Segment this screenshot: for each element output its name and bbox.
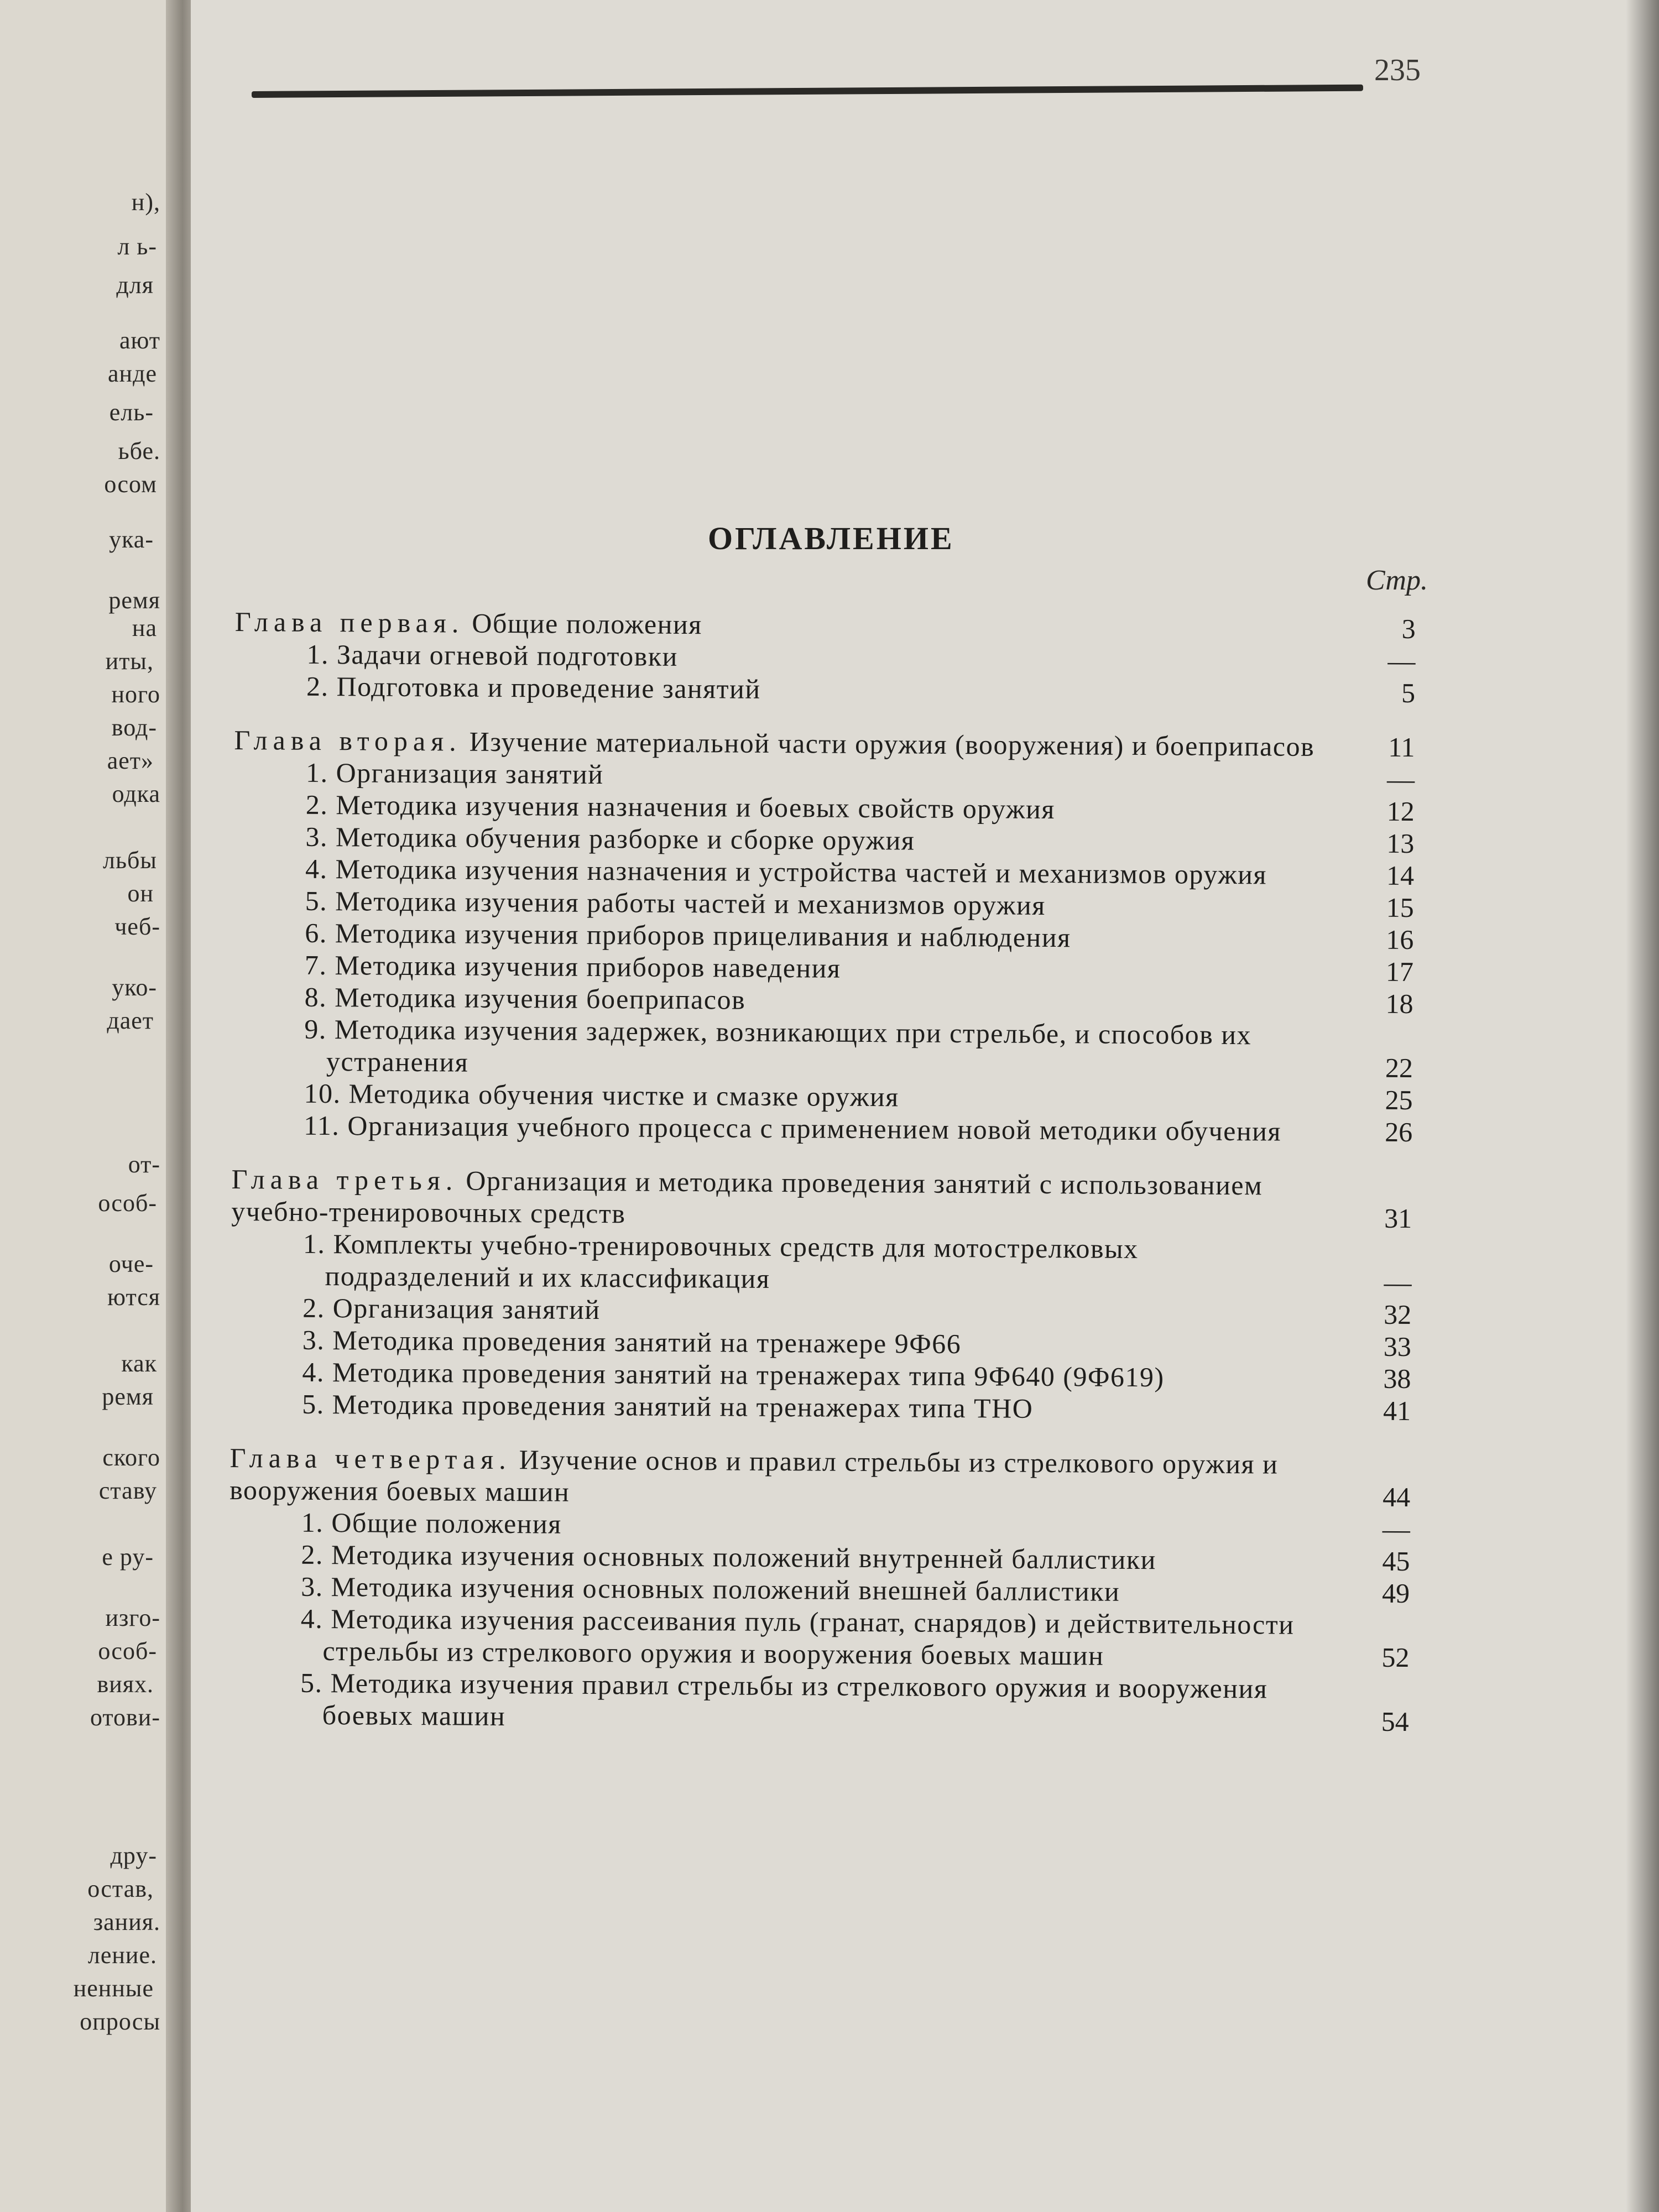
section-title: 6. Методика изучения приборов прицеливания и наблюдения	[305, 917, 1071, 953]
left-page-fragment: чеб-	[114, 913, 160, 940]
left-page-edge	[0, 0, 188, 2212]
toc-section	[228, 1666, 1410, 1738]
section-title: 3. Методика обучения разборке и сборке оружия	[305, 821, 915, 856]
left-page-fragment: опросы	[80, 2008, 160, 2035]
left-page-fragment: особ-	[98, 1190, 157, 1217]
section-page-number: 13	[1386, 827, 1415, 859]
section-page-number: —	[1386, 763, 1415, 795]
chapter-page-number: 3	[1401, 613, 1416, 645]
chapter-title: Изучение материальной части оружия (вооружения) и боеприпасов	[469, 726, 1315, 762]
section-page-number: —	[1382, 1513, 1411, 1545]
section-title: 2. Организация занятий	[302, 1292, 601, 1326]
chapter-page-number: 31	[1384, 1202, 1412, 1234]
chapter-page-number: 44	[1383, 1481, 1411, 1513]
section-title: 8. Методика изучения боеприпасов	[304, 981, 746, 1015]
left-page-fragment: вод-	[111, 714, 157, 741]
section-title: 5. Методика изучения работы частей и механизмов оружия	[305, 885, 1046, 921]
left-page-fragment: ненные	[73, 1975, 154, 2002]
chapter-label: Глава третья.	[231, 1163, 458, 1196]
section-page-number: 18	[1385, 988, 1413, 1020]
left-page-fragment: на	[132, 614, 157, 641]
chapter-heading	[231, 1163, 1412, 1234]
toc-section	[234, 670, 1415, 709]
toc-section	[232, 1013, 1413, 1084]
section-title: 5. Методика изучения правил стрельбы из стрелкового оружия и вооружения боевых машин	[300, 1667, 1268, 1732]
left-page-fragment: ают	[119, 327, 160, 354]
left-page-fragment: дру-	[110, 1842, 157, 1869]
section-title: 1. Общие положения	[301, 1506, 562, 1540]
chapter-label: Глава четвертая.	[229, 1442, 512, 1475]
chapter-heading-text	[229, 1442, 1328, 1512]
left-page-fragment: от-	[128, 1151, 160, 1178]
section-page-number: —	[1384, 1266, 1412, 1298]
section-page-number: 33	[1383, 1331, 1412, 1363]
left-page-fragment: уко-	[112, 974, 157, 1001]
section-title: 2. Подготовка и проведение занятий	[306, 670, 761, 705]
left-page-fragment: виях.	[97, 1671, 154, 1698]
header-rule	[252, 85, 1363, 98]
left-page-fragment: одка	[112, 780, 160, 807]
section-title: 4. Методика изучения рассеивания пуль (гранат, снарядов) и действительности стрельбы из стрелкового оружия и вооружения боевых машин	[300, 1603, 1295, 1671]
toc-chapter	[232, 724, 1415, 1148]
left-page-fragment: как	[121, 1350, 157, 1377]
left-page-fragment: зания.	[93, 1908, 160, 1936]
left-page-fragment: ставу	[98, 1477, 157, 1504]
section-title: 9. Методика изучения задержек, возникающих при стрельбе, и способов их устранения	[304, 1013, 1252, 1078]
left-page-fragment: л ь-	[117, 233, 157, 260]
toc-section	[232, 1109, 1412, 1148]
toc-title: ОГЛАВЛЕНИЕ	[708, 520, 954, 556]
chapter-title: Изучение основ и правил стрельбы из стрелкового оружия и вооружения боевых машин	[229, 1444, 1279, 1507]
section-page-number: —	[1387, 645, 1416, 677]
section-title: 4. Методика проведения занятий на тренажерах типа 9Ф640 (9Ф619)	[302, 1356, 1165, 1393]
section-title: 1. Комплекты учебно-тренировочных средств для мотострелковых подразделений и их классификация	[302, 1228, 1139, 1294]
left-page-fragment: ель-	[109, 399, 154, 426]
chapter-page-number: 11	[1388, 731, 1415, 763]
section-title: 2. Методика изучения основных положений внутренней баллистики	[301, 1538, 1157, 1575]
left-page-fragment: для	[116, 272, 154, 299]
toc-chapter	[228, 1442, 1411, 1738]
section-title: 5. Методика проведения занятий на тренажерах типа ТНО	[302, 1388, 1034, 1424]
section-title: 7. Методика изучения приборов наведения	[304, 949, 841, 984]
left-page-fragment: отови-	[90, 1704, 160, 1731]
left-page-fragment: ремя	[102, 1383, 154, 1410]
section-page-number: 54	[1381, 1705, 1409, 1738]
table-of-contents	[228, 606, 1416, 1760]
left-page-fragment: ного	[111, 681, 160, 708]
section-title: 1. Организация занятий	[305, 757, 604, 790]
left-page-fragment: ского	[102, 1444, 160, 1471]
left-page-fragment: дает	[107, 1007, 154, 1034]
section-page-number: 45	[1382, 1545, 1410, 1577]
toc-chapter	[230, 1163, 1412, 1427]
section-page-number: 17	[1385, 956, 1414, 988]
left-page-fragment: остав,	[87, 1875, 154, 1902]
section-title: 3. Методика изучения основных положений внешней баллистики	[300, 1571, 1120, 1607]
section-title: 3. Методика проведения занятий на тренажере 9Ф66	[302, 1324, 962, 1360]
left-page-fragment: он	[127, 880, 154, 907]
left-page-fragment: ает»	[107, 747, 154, 774]
toc-section	[230, 1387, 1411, 1427]
left-page-fragment: оче-	[108, 1250, 154, 1277]
section-page-number: 52	[1381, 1641, 1410, 1673]
chapter-heading-text	[231, 1163, 1329, 1234]
chapter-heading	[229, 1442, 1411, 1513]
section-page-number: 25	[1385, 1084, 1413, 1116]
section-page-number: 15	[1386, 891, 1414, 924]
chapter-title: Общие положения	[472, 607, 702, 640]
section-title: 1. Задачи огневой подготовки	[306, 638, 679, 672]
section-page-number: 49	[1381, 1577, 1410, 1609]
section-page-number: 26	[1385, 1116, 1413, 1148]
section-title: 4. Методика изучения назначения и устройства частей и механизмов оружия	[305, 853, 1267, 890]
book-page	[191, 0, 1659, 2212]
section-page-number: 32	[1384, 1298, 1412, 1331]
left-page-fragment: е ру-	[102, 1543, 154, 1571]
page-edge-shadow	[1626, 0, 1659, 2212]
chapter-label: Глава вторая.	[234, 724, 462, 757]
left-page-fragment: ление.	[87, 1942, 157, 1969]
section-title: 2. Методика изучения назначения и боевых свойств оружия	[305, 789, 1055, 825]
left-page-fragment: ремя	[108, 587, 160, 614]
left-page-fragment: иты,	[105, 648, 154, 675]
section-page-number: 14	[1386, 859, 1415, 891]
section-page-number: 12	[1386, 795, 1415, 827]
section-page-number: 38	[1383, 1363, 1411, 1395]
section-title: 11. Организация учебного процесса с применением новой методики обучения	[304, 1109, 1282, 1147]
left-page-fragment: ются	[107, 1284, 160, 1311]
page-number: 235	[1374, 53, 1421, 87]
chapter-label: Глава первая.	[234, 606, 465, 639]
toc-section	[228, 1602, 1410, 1673]
toc-section	[231, 1227, 1412, 1298]
left-page-fragment: изго-	[105, 1604, 160, 1631]
left-page-fragment: ука-	[109, 526, 154, 553]
section-page-number: 22	[1385, 1052, 1413, 1084]
left-page-fragment: анде	[108, 360, 157, 387]
chapter-title: Организация и методика проведения занятий с использованием учебно-тренировочных средств	[231, 1165, 1263, 1229]
left-page-fragment: ьбе.	[118, 437, 160, 465]
left-page-fragment: льбы	[103, 847, 157, 874]
section-page-number: 41	[1383, 1395, 1411, 1427]
left-page-fragment: н),	[131, 189, 160, 216]
left-page-fragment: особ-	[98, 1637, 157, 1665]
left-page-fragment: осом	[104, 471, 157, 498]
toc-chapter	[234, 606, 1416, 709]
page-column-label: Стр.	[1366, 565, 1428, 596]
section-title: 10. Методика обучения чистке и смазке оружия	[304, 1077, 899, 1113]
section-page-number: 5	[1401, 677, 1416, 709]
section-page-number: 16	[1386, 924, 1414, 956]
